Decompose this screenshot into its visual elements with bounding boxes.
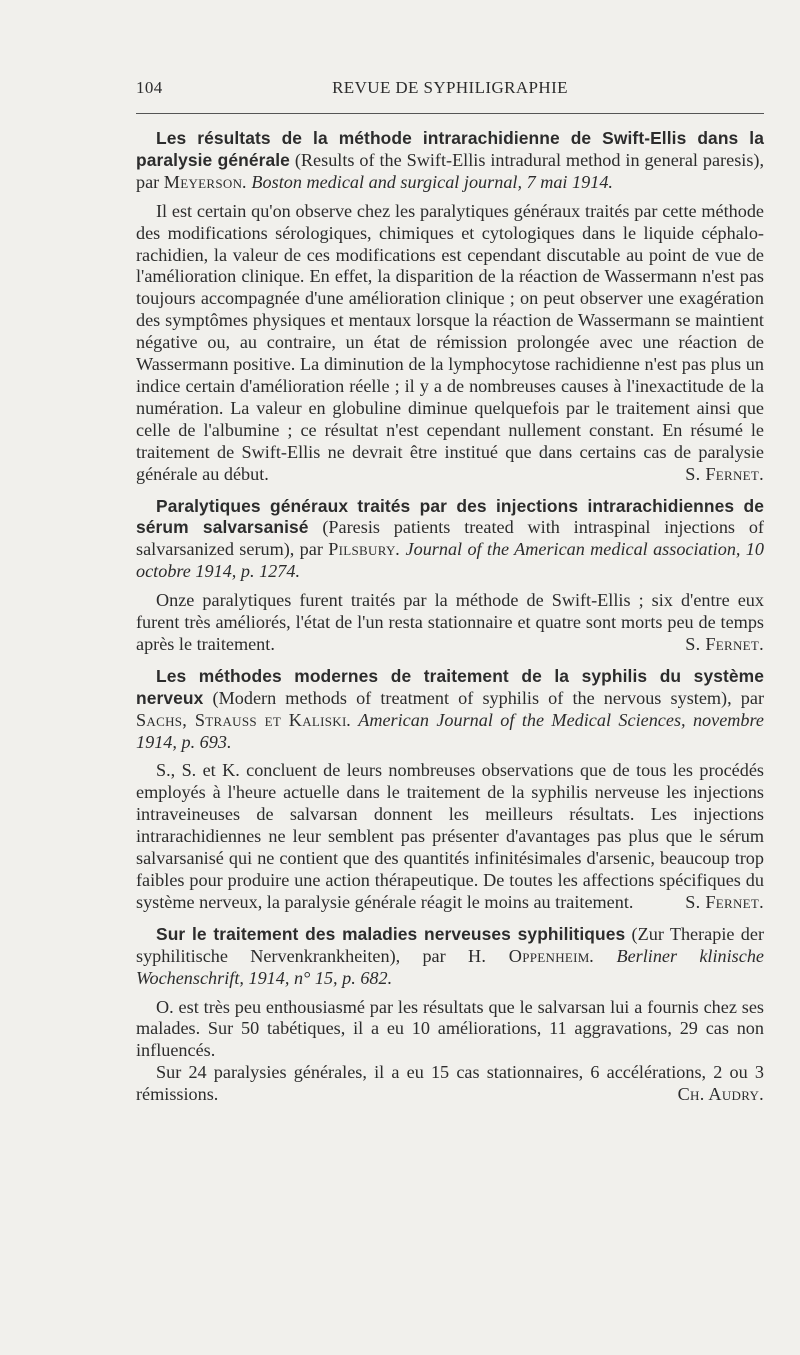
entry-paragraph xyxy=(136,590,764,656)
article-source: . Berliner klinische Wochenschrift, 1914, n° 15, p. 682. xyxy=(136,945,764,988)
article-subtitle: (Paresis patients treated with intraspinal injections of salvarsanized serum), par xyxy=(136,517,764,560)
article-source: . Boston medical and surgical journal, 7 mai 1914. xyxy=(242,171,613,192)
article-subtitle: (Zur Therapie der syphilitische Nervenkrankheiten), par xyxy=(136,923,764,966)
article-title: Les méthodes modernes de traitement de la syphilis du système nerveux xyxy=(136,665,764,708)
paragraph-text: S., S. et K. concluent de leurs nombreuses observations que de tous les procédés employés à l'heure actuelle dans le traitement de la syphilis nerveuse les injections intraveineuses de salvarsan donnent les meilleurs résultats. Les injections intrarachidiennes ne leur semblent pas présenter d'avantages pas plus que le sérum salvarsanisé qui ne contient que des quantités infinitésimales d'arsenic, beaucoup trop faibles pour produire une action thérapeutique. De toutes les affections spécifiques du système nerveux, la paralysie générale réagit le moins au traitement. xyxy=(136,760,764,912)
page-content xyxy=(136,128,764,1106)
reviewer-signature: S. Fernet. xyxy=(685,633,764,654)
abstract-entry xyxy=(136,496,764,656)
header-rule xyxy=(136,113,764,114)
article-author: Meyerson xyxy=(163,171,243,192)
abstract-entry xyxy=(136,666,764,914)
entry-heading xyxy=(136,924,764,990)
reviewer-signature: S. Fernet. xyxy=(685,891,764,912)
page-number: 104 xyxy=(136,78,163,97)
paragraph-text: Sur 24 paralysies générales, il a eu 15 cas stationnaires, 6 accélérations, 2 ou 3 rémissions. xyxy=(136,1062,764,1105)
reviewer-signature: Ch. Audry. xyxy=(677,1084,764,1105)
article-title: Paralytiques généraux traités par des injections intrarachidiennes de sérum salvarsanisé xyxy=(136,495,764,538)
article-source: . Journal of the American medical association, 10 octobre 1914, p. 1274. xyxy=(136,539,764,582)
journal-title: REVUE DE SYPHILIGRAPHIE xyxy=(332,78,568,97)
abstract-entry xyxy=(136,924,764,1106)
article-author: H. Oppenheim xyxy=(467,945,590,966)
entry-heading xyxy=(136,496,764,584)
article-title: Sur le traitement des maladies nerveuses syphilitiques xyxy=(156,923,626,944)
article-subtitle: (Modern methods of treatment of syphilis of the nervous system), par xyxy=(203,687,764,708)
entry-paragraph xyxy=(136,1062,764,1106)
entry-paragraph xyxy=(136,997,764,1063)
paragraph-text: Il est certain qu'on observe chez les paralytiques généraux traités par cette méthode des modifications sérologiques, chimiques et cytologiques dans le liquide céphalo-rachidien, la valeur de ces modifications est cependant discutable au point de vue de l'amélioration clinique. En effet, la disparition de la réaction de Wassermann n'est pas toujours accompagnée d'une amélioration clinique ; on peut observer une exagération des symptômes physiques et mentaux lorsque la réaction de Wassermann se maintient négative ou, au contraire, un état de rémission prolongée avec une réaction de Wassermann positive. La diminution de la lymphocytose rachidienne n'est pas plus un indice certain d'amélioration réelle ; il y a de nombreuses causes à l'inexactitude de la numération. La valeur en globuline diminue quelquefois par le traitement ainsi que celle de l'albumine ; ce résultat n'est cependant nullement constant. En résumé le traitement de Swift-Ellis ne devrait être institué que dans certains cas de paralysie générale au début. xyxy=(136,200,764,484)
article-author: Pilsbury xyxy=(328,539,396,560)
abstract-entry xyxy=(136,128,764,486)
paragraph-text: Onze paralytiques furent traités par la méthode de Swift-Ellis ; six d'entre eux furent très améliorés, l'état de l'un resta stationnaire et quatre sont morts peu de temps après le traitement. xyxy=(136,590,764,654)
article-author: Sachs, Strauss et Kaliski xyxy=(136,709,347,730)
entry-paragraph xyxy=(136,201,764,486)
reviewer-signature: S. Fernet. xyxy=(685,463,764,484)
entry-paragraph xyxy=(136,760,764,913)
article-source: . American Journal of the Medical Sciences, novembre 1914, p. 693. xyxy=(136,709,764,752)
entry-heading xyxy=(136,666,764,754)
article-subtitle: (Results of the Swift-Ellis intradural method in general paresis), par xyxy=(136,149,765,192)
running-head xyxy=(136,78,764,100)
article-title: Les résultats de la méthode intrarachidienne de Swift-Ellis dans la paralysie générale xyxy=(136,128,764,170)
entry-heading xyxy=(136,128,764,194)
paragraph-text: O. est très peu enthousiasmé par les résultats que le salvarsan lui a fournis chez ses malades. Sur 50 tabétiques, il a eu 10 améliorations, 11 aggravations, 29 cas non influencés. xyxy=(136,996,764,1061)
